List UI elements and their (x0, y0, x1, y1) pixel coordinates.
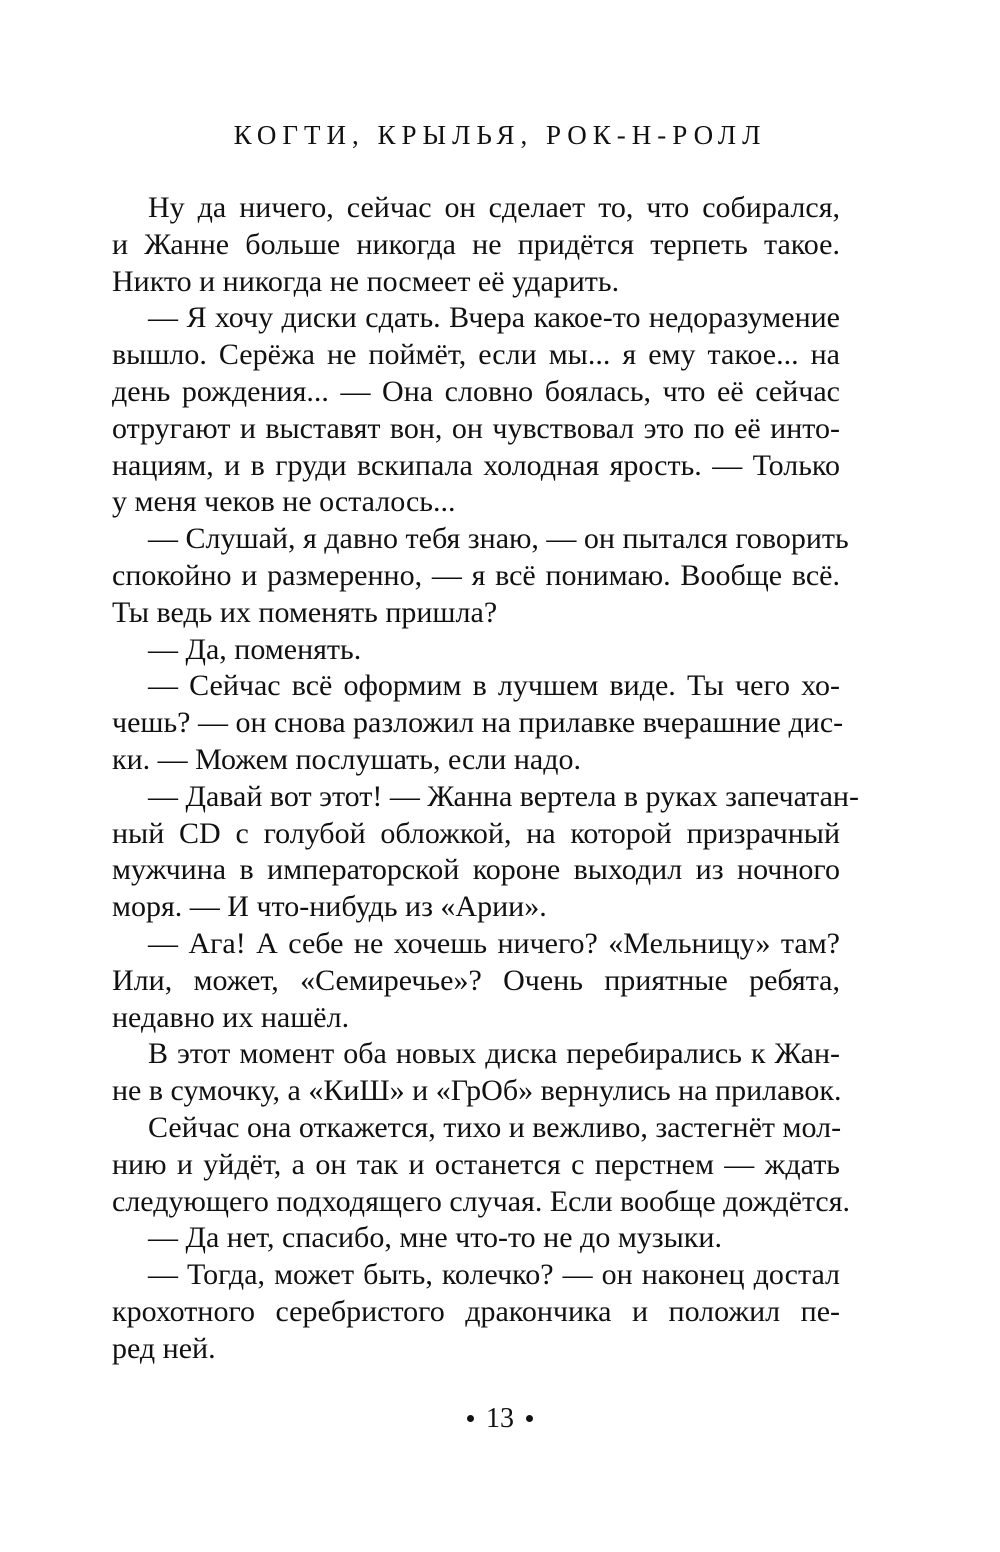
text-line: моря. — И что-нибудь из «Арии». (112, 890, 547, 924)
text-line: — Сейчас всё оформим в лучшем виде. Ты чего хо- (148, 669, 840, 703)
text-line: чешь? — он снова разложил на прилавке вчерашние дис- (112, 706, 844, 740)
text-line: недавно их нашёл. (112, 1000, 350, 1034)
page-number-value: 13 (486, 1403, 514, 1434)
text-line: — Слушай, я давно тебя знаю, — он пытался говорить (148, 522, 849, 556)
text-line: Ну да ничего, сейчас он сделает то, что собирался, (148, 191, 840, 224)
text-line: Сейчас она откажется, тихо и вежливо, застегнёт мол- (148, 1110, 842, 1144)
text-line: Никто и никогда не посмеет её ударить. (112, 264, 620, 298)
paragraph (112, 521, 849, 631)
text-line: — Тогда, может быть, колечко? — он наконец достал (148, 1258, 840, 1292)
text-line: Ты ведь их поменять пришла? (112, 595, 498, 629)
paragraph (112, 190, 840, 300)
paragraph (112, 1036, 840, 1110)
paragraph (112, 668, 844, 778)
text-line: не в сумочку, а «КиШ» и «ГрОб» вернулись на прилавок. (112, 1074, 842, 1108)
bullet-left-icon (467, 1415, 474, 1422)
paragraph (112, 779, 859, 926)
text-line: — Да нет, спасибо, мне что-то не до музыки. (148, 1221, 722, 1255)
text-line: спокойно и размеренно, — я всё понимаю. Вообще всё. (112, 558, 840, 592)
paragraph (112, 632, 840, 669)
text-line: у меня чеков не осталось... (112, 485, 456, 519)
text-line: ный CD с голубой обложкой, на которой призрачный (112, 816, 840, 850)
text-line: крохотного серебристого дракончика и положил пе- (112, 1294, 840, 1328)
text-line: нию и уйдёт, а он так и останется с перстнем — ждать (112, 1147, 840, 1181)
text-line: ки. — Можем послушать, если надо. (112, 742, 581, 776)
text-line: и Жанне больше никогда не придётся терпеть такое. (112, 227, 840, 261)
text-line: нациям, и в груди вскипала холодная ярость. — Только (112, 448, 840, 482)
running-head: КОГТИ, КРЫЛЬЯ, РОК-Н-РОЛЛ (233, 120, 767, 150)
paragraph (112, 1257, 840, 1367)
body-text (112, 190, 859, 1368)
text-line: — Давай вот этот! — Жанна вертела в руках запечатан- (148, 779, 859, 813)
text-line: отругают и выставят вон, он чувствовал это по её инто- (112, 411, 840, 445)
text-line: — Да, поменять. (148, 632, 362, 666)
text-line: день рождения... — Она словно боялась, что её сейчас (112, 374, 840, 408)
paragraph (112, 926, 840, 1036)
paragraph (112, 1110, 851, 1220)
text-line: следующего подходящего случая. Если вообще дождётся. (112, 1184, 851, 1218)
paragraph (112, 300, 840, 521)
text-line: — Я хочу диски сдать. Вчера какое-то недоразумение (148, 301, 840, 335)
text-line: — Ага! А себе не хочешь ничего? «Мельницу» там? (148, 926, 840, 960)
text-line: ред ней. (112, 1331, 216, 1365)
page-number (0, 1402, 1000, 1436)
text-line: Или, может, «Семиречье»? Очень приятные ребята, (112, 963, 840, 997)
text-line: вышло. Серёжа не поймёт, если мы... я ему такое... на (112, 338, 840, 372)
bullet-right-icon (526, 1415, 533, 1422)
text-line: В этот момент оба новых диска перебирались к Жан- (148, 1037, 840, 1071)
text-line: мужчина в императорской короне выходил из ночного (112, 853, 840, 887)
paragraph (112, 1220, 840, 1257)
